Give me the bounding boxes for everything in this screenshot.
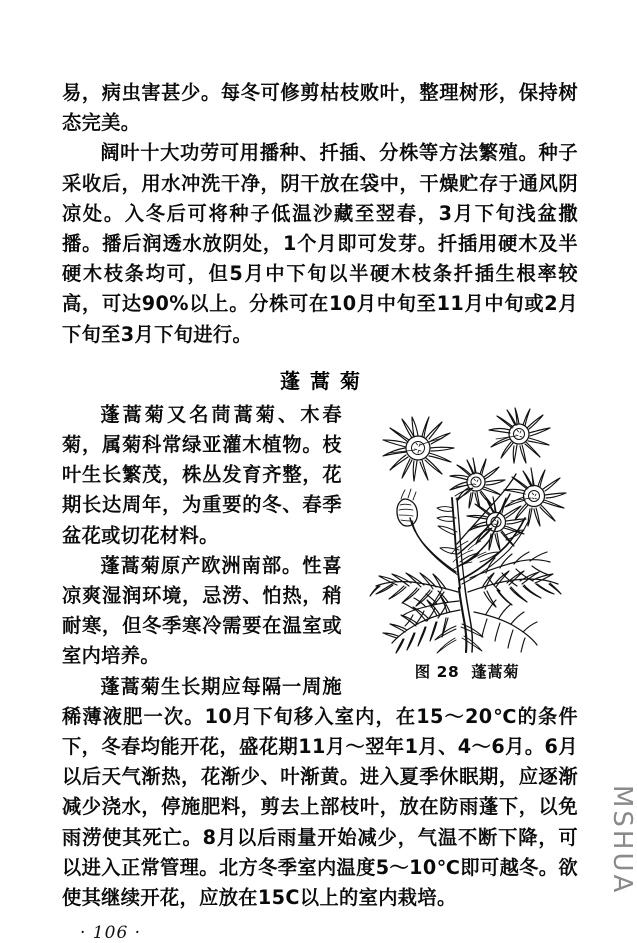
- figure-caption-name: 蓬蒿菊: [471, 662, 520, 681]
- figure-caption-label: 图 28: [414, 662, 460, 681]
- page-content: [62, 78, 578, 943]
- figure-caption: [356, 662, 578, 682]
- paragraph-description: 蓬蒿菊又名茼蒿菊、木春菊，属菊科常绿亚灌木植物。枝叶生长繁茂，株丛发育齐整，花期长达周年，为重要的冬、春季盆花或切花材料。: [62, 402, 342, 547]
- plant-illustration-icon: [356, 404, 578, 656]
- paragraph-origin: 蓬蒿菊原产欧洲南部。性喜凉爽湿润环境，忌涝、怕热，稍耐寒，但冬季寒冷需要在温室或室内培养。: [62, 553, 342, 668]
- watermark: MSHUA: [607, 784, 637, 895]
- paragraph-mahonia-tail: 易，病虫害甚少。每冬可修剪枯枝败叶，整理树形，保持树态完美。: [62, 81, 578, 135]
- section-heading: 蓬蒿菊: [280, 368, 370, 393]
- page-number: · 106 ·: [80, 923, 142, 943]
- paragraph-culture: 蓬蒿菊生长期应每隔一周施稀薄液肥一次。10月下旬移入室内，在15～20℃的条件下，冬春均能开花，盛花期11月～翌年1月、4～6月。6月以后天气渐热，花渐少、叶渐黄。进入夏季休眠期，应逐渐减少浇水，停施肥料，剪去上部枝叶，放在防雨蓬下，以免雨涝使其死亡。8月以后雨量开始减少，气温不断下降，可以进入正常管理。北方冬季室内温度5～10℃即可越冬。欲使其继续开花，应放在15C以上的室内栽培。: [62, 674, 578, 910]
- figure-block: [356, 404, 578, 682]
- paragraph-mahonia-propagation: 阔叶十大功劳可用播种、扦插、分株等方法繁殖。种子采收后，用水冲洗干净，阴干放在袋中，干燥贮存于通风阴凉处。入冬后可将种子低温沙藏至翌春，3月下旬浅盆撒播。播后润透水放阴处，1个月即可发芽。扦插用硬木及半硬木枝条均可，但5月中下旬以半硬木枝条扦插生根率较高，可达90%以上。分株可在10月中旬至11月中旬或2月下旬至3月下旬进行。: [62, 141, 578, 346]
